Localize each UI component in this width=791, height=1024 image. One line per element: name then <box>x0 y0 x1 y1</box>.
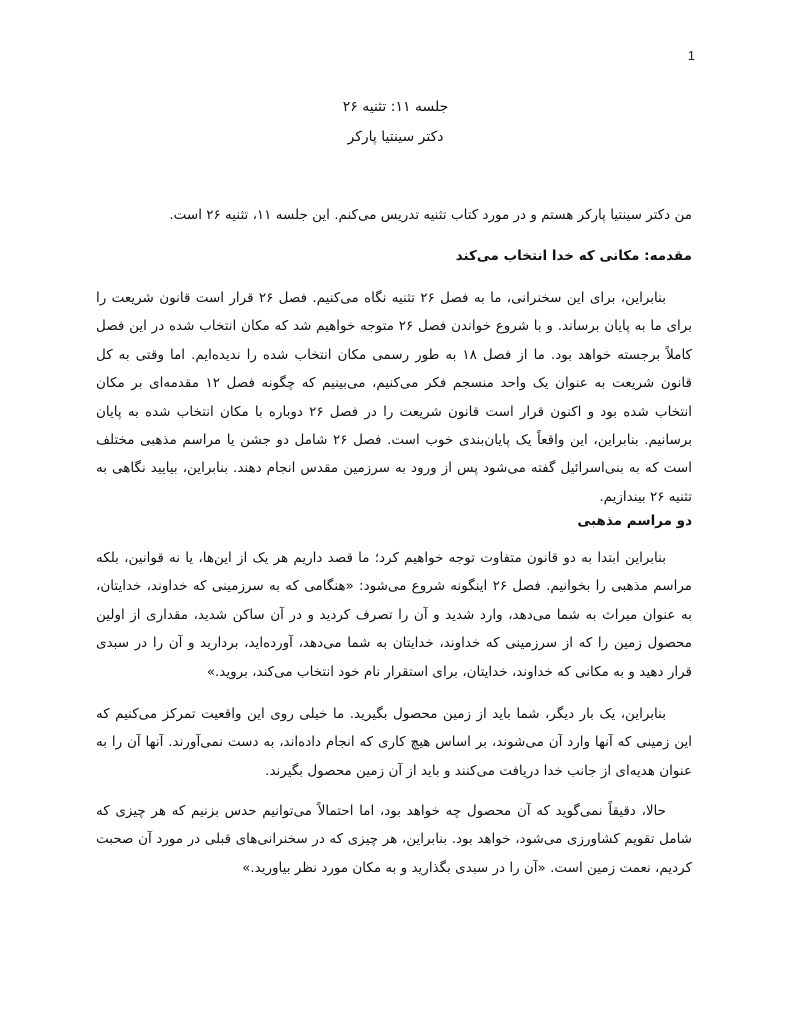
ceremonies-paragraph-2: بنابراین، یک بار دیگر، شما باید از زمین محصول بگیرید. ما خیلی روی این واقعیت تمرکز می‌کنیم که این زمینی که آنها وارد آن می‌شوند، بر اساس هیچ کاری که انجام داده‌اند، به دست نمی‌آورند. آنها آن را به عنوان هدیه‌ای از جانب خدا دریافت می‌کنند و باید از آن زمین محصول بگیرند. <box>96 706 692 779</box>
intro-paragraph: من دکتر سینتیا پارکر هستم و در مورد کتاب تثنیه تدریس می‌کنم. این جلسه ۱۱، تثنیه ۲۶ است. <box>169 207 692 223</box>
page-number: 1 <box>687 48 695 63</box>
section-heading-introduction: مقدمه: مکانی که خدا انتخاب می‌کند <box>455 248 692 264</box>
author-name: دکتر سینتیا پارکر <box>347 129 444 145</box>
section-heading-two-ceremonies: دو مراسم مذهبی <box>577 513 692 529</box>
ceremonies-paragraph-1: بنابراین ابتدا به دو قانون متفاوت توجه خواهیم کرد؛ ما قصد داریم هر یک از این‌ها، یا نه قوانین، بلکه مراسم مذهبی را بخوانیم. فصل ۲۶ اینگونه شروع می‌شود: «هنگامی که به سرزمینی که خداوند، خدایتان، به عنوان میراث به شما می‌دهد، وارد شدید و آن را تصرف کردید و در آن ساکن شدید، مقداری از اولین محصول زمین را که از سرزمینی که خداوند، خدایتان به شما می‌دهد، آورده‌اید، بردارید و آن را در سبدی قرار دهید و به مکانی که خداوند، خدایتان، برای استقرار نام خود انتخاب می‌کند، بروید.» <box>96 550 692 680</box>
ceremonies-paragraph-3: حالا، دقیقاً نمی‌گوید که آن محصول چه خواهد بود، اما احتمالاً می‌توانیم حدس بزنیم که هر چیزی که شامل تقویم کشاورزی می‌شود، خواهد بود. بنابراین، هر چیزی که در سخنرانی‌های قبلی در مورد آن صحبت کردیم، نعمت زمین است. «آن را در سبدی بگذارید و به مکان مورد نظر بیاورید.» <box>96 803 692 876</box>
session-title: جلسه ۱۱: تثنیه ۲۶ <box>342 99 449 115</box>
introduction-paragraph: بنابراین، برای این سخنرانی، ما به فصل ۲۶ تثنیه نگاه می‌کنیم. فصل ۲۶ قرار است قانون شریعت را برای ما به پایان برساند. و با شروع خواندن فصل ۲۶ متوجه خواهیم شد که مکان انتخاب شده در این فصل کاملاً برجسته خواهد بود. ما از فصل ۱۸ به طور رسمی مکان انتخاب شده را ندیده‌ایم. اما وقتی به کل قانون شریعت به عنوان یک واحد منسجم فکر می‌کنیم، می‌بینیم که چگونه فصل ۱۲ مقدمه‌ای بر مکان انتخاب شده بود و اکنون قرار است قانون شریعت را در فصل ۲۶ دوباره با مکان انتخاب شده به پایان برسانیم. بنابراین، این واقعاً یک پایان‌بندی خوب است. فصل ۲۶ شامل دو جشن یا مراسم مذهبی مختلف است که به بنی‌اسرائیل گفته می‌شود پس از ورود به سرزمین مقدس انجام دهند. بنابراین، بیایید نگاهی به تثنیه ۲۶ بیندازیم. <box>96 290 692 505</box>
title-block <box>0 92 791 152</box>
